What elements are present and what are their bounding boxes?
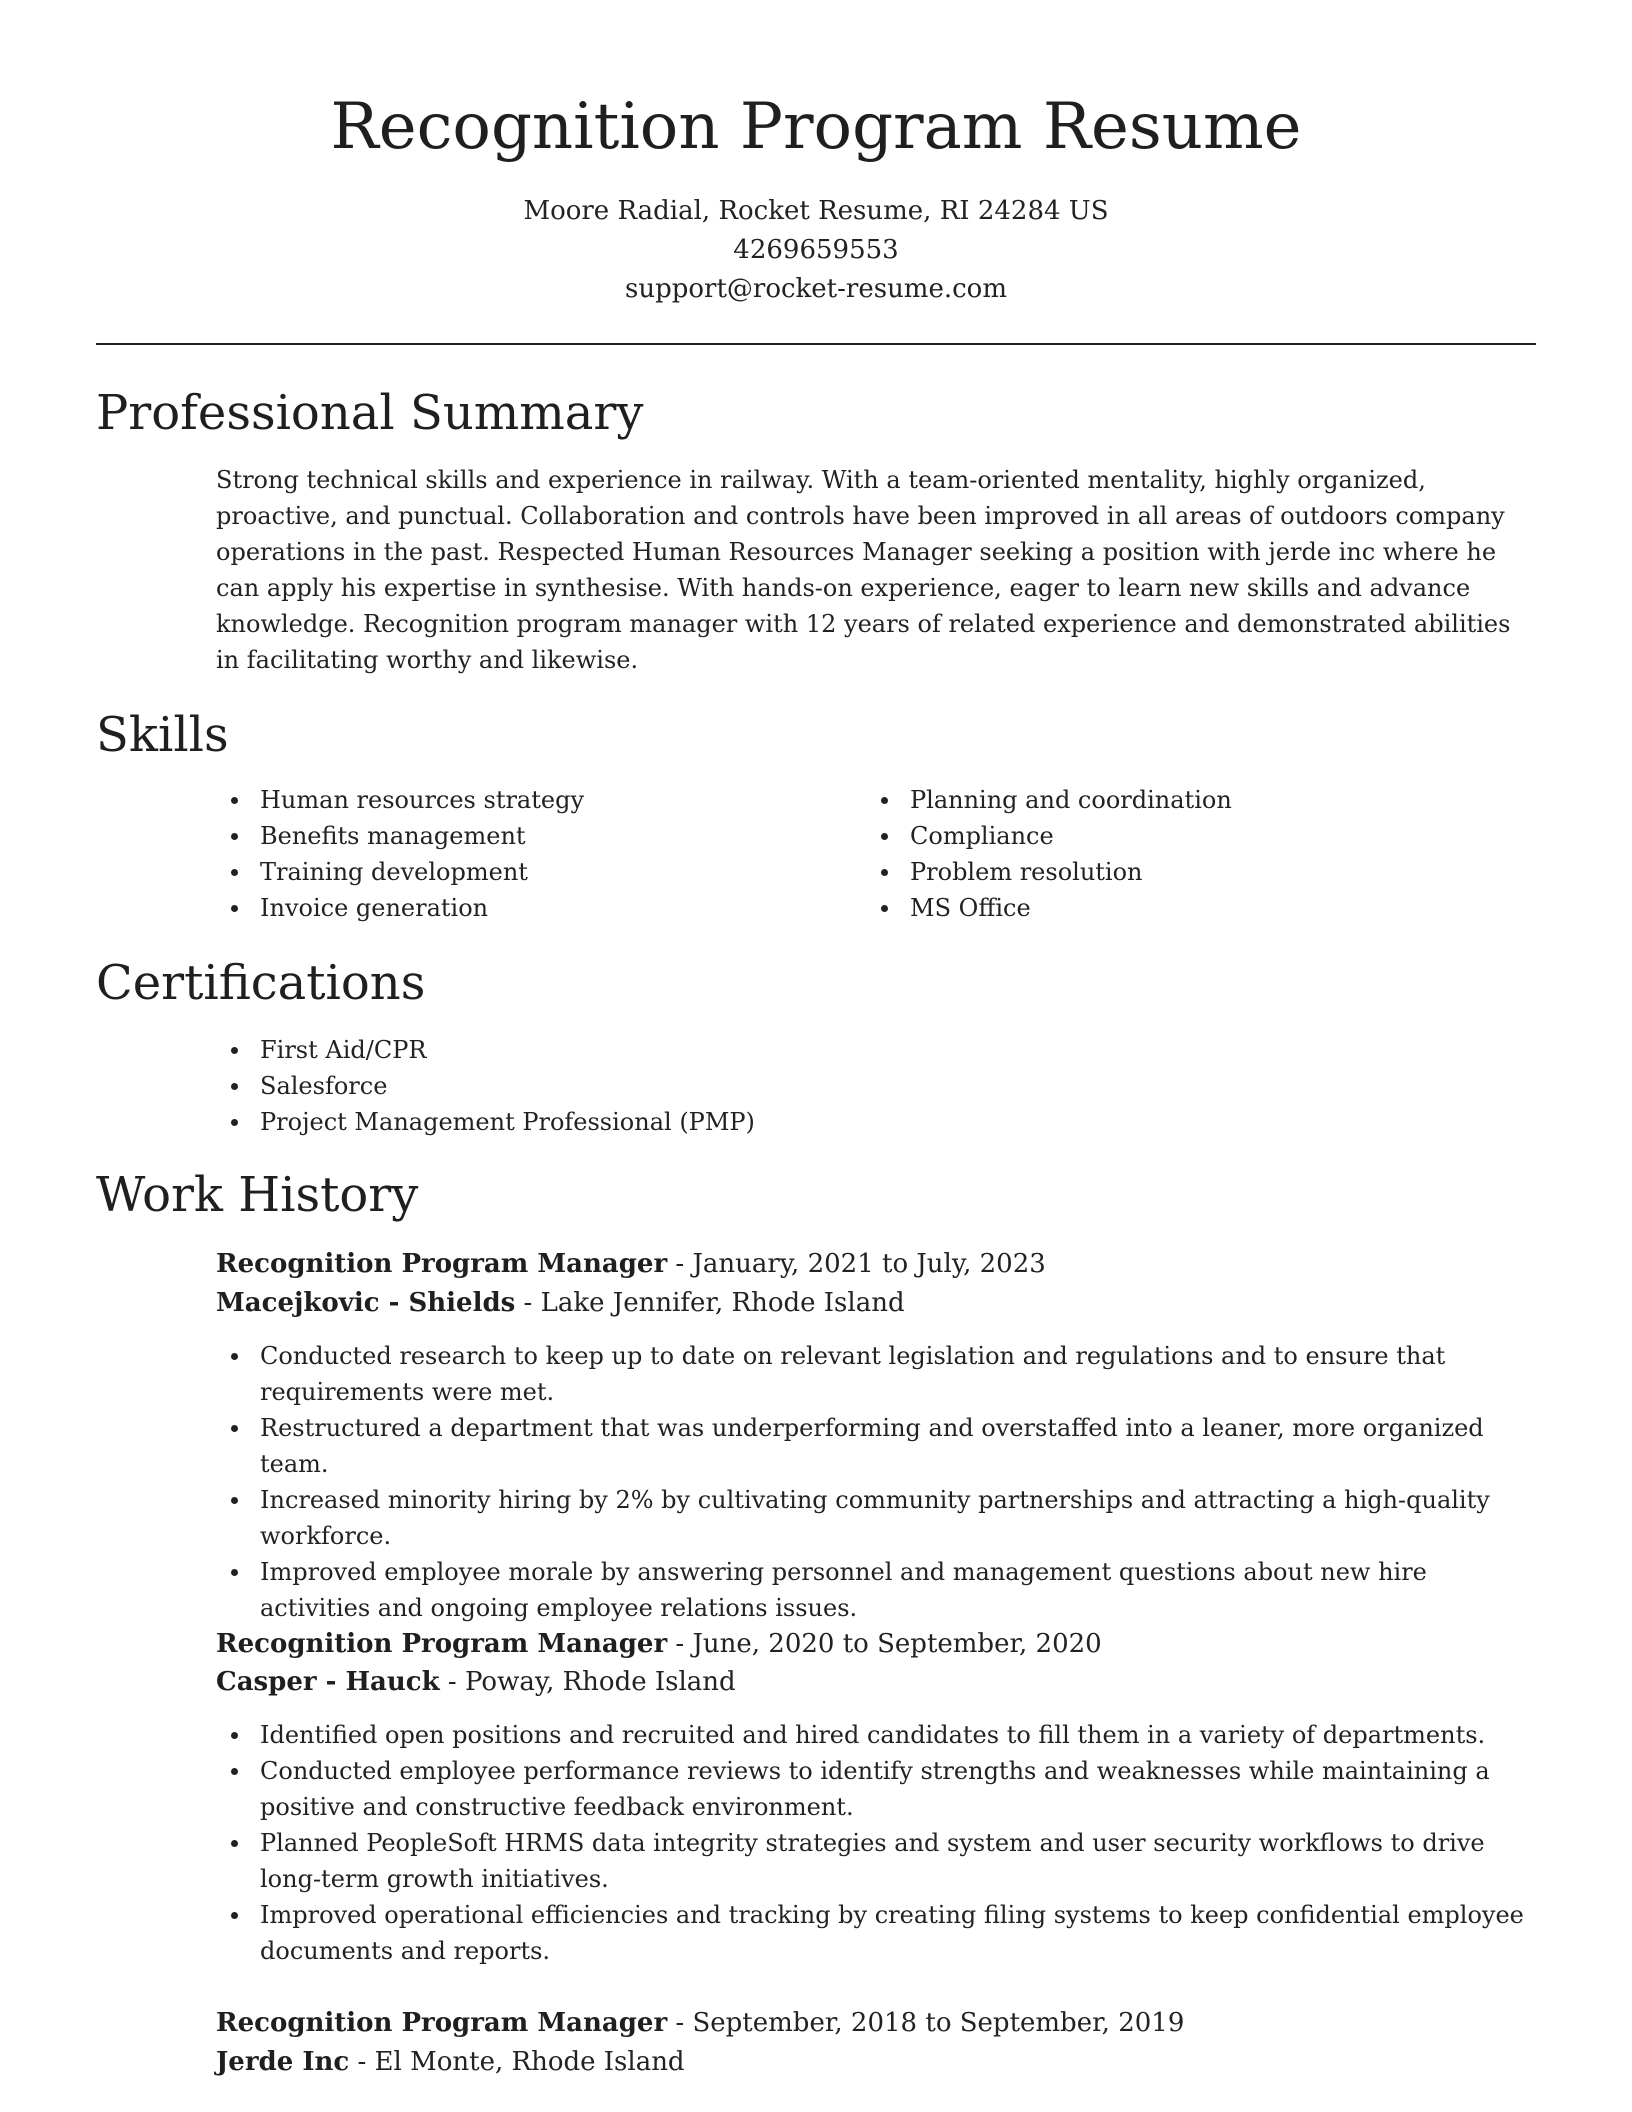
job-bullet: Conducted employee performance reviews to identify strengths and weaknesses while maintaining a positive and constructive feedback environment. (216, 1753, 1536, 1825)
job-title-separator: - (667, 2008, 693, 2038)
job-bullet: Planned PeopleSoft HRMS data integrity strategies and system and user security workflows to drive long-term growth initiatives. (216, 1825, 1536, 1897)
job-dates: September, 2018 to September, 2019 (692, 2008, 1185, 2038)
job-bullets (216, 1717, 1536, 1969)
job-company-separator: - (349, 2047, 375, 2077)
job-title-line (216, 1625, 1536, 1664)
job-dates: June, 2020 to September, 2020 (692, 1629, 1102, 1659)
job-location: Lake Jennifer, Rhode Island (540, 1288, 905, 1318)
summary-text: Strong technical skills and experience in railway. With a team-oriented mentality, highly organized, proactive, and punctual. Collaboration and controls have been improved in all areas of outdoors company operations in the past. Respected Human Resources Manager seeking a position with jerde inc where he can apply his expertise in synthesise. With hands-on experience, eager to learn new skills and advance knowledge. Recognition program manager with 12 years of related experience and demonstrated abilities in facilitating worthy and likewise. (216, 466, 1511, 674)
skill-item: Benefits management (216, 818, 816, 854)
summary-heading: Professional Summary (96, 385, 644, 441)
job-bullet: Improved operational efficiencies and tracking by creating filing systems to keep confidential employee documents and reports. (216, 1897, 1536, 1969)
skill-item: MS Office (866, 890, 1536, 926)
job-title: Recognition Program Manager (216, 1249, 668, 1279)
skill-item: Problem resolution (866, 854, 1536, 890)
job-company-separator: - (515, 1288, 541, 1318)
skills-heading: Skills (96, 707, 229, 763)
job-company: Casper - Hauck (216, 1667, 440, 1697)
job-title: Recognition Program Manager (216, 2008, 668, 2038)
header-divider (96, 343, 1536, 345)
job-company-line (216, 1663, 1536, 1702)
job-title: Recognition Program Manager (216, 1629, 668, 1659)
job-bullets (216, 1338, 1536, 1626)
skill-item: Human resources strategy (216, 782, 816, 818)
job-bullet: Conducted research to keep up to date on relevant legislation and regulations and to ensure that requirements were met. (216, 1338, 1536, 1410)
certification-item: Project Management Professional (PMP) (216, 1104, 1536, 1140)
certification-item: Salesforce (216, 1068, 1536, 1104)
skills-list-left (216, 782, 816, 926)
job-bullet: Restructured a department that was underperforming and overstaffed into a leaner, more organized team. (216, 1410, 1536, 1482)
job-company: Macejkovic - Shields (216, 1288, 516, 1318)
certification-item: First Aid/CPR (216, 1032, 1536, 1068)
contact-email: support@rocket-resume.com (624, 274, 1007, 304)
job-company-line (216, 1284, 1536, 1323)
job-company-separator: - (439, 1667, 465, 1697)
resume-title: Recognition Program Resume (330, 90, 1302, 164)
job-title-line (216, 2004, 1536, 2043)
skill-item: Invoice generation (216, 890, 816, 926)
skill-item: Planning and coordination (866, 782, 1536, 818)
skill-item: Compliance (866, 818, 1536, 854)
contact-block (0, 192, 1632, 309)
job-title-separator: - (667, 1629, 693, 1659)
job-bullet: Increased minority hiring by 2% by cultivating community partnerships and attracting a high-quality workforce. (216, 1482, 1536, 1554)
job-dates: January, 2021 to July, 2023 (692, 1249, 1046, 1279)
certifications-heading: Certifications (96, 955, 426, 1011)
job-bullet: Identified open positions and recruited and hired candidates to fill them in a variety of departments. (216, 1717, 1536, 1753)
job-bullet: Improved employee morale by answering personnel and management questions about new hire activities and ongoing employee relations issues. (216, 1554, 1536, 1626)
certifications-list (216, 1032, 1536, 1140)
job-title-line (216, 1245, 1536, 1284)
job-location: Poway, Rhode Island (464, 1667, 736, 1697)
job-location: El Monte, Rhode Island (374, 2047, 685, 2077)
job-company: Jerde Inc (216, 2047, 350, 2077)
work-history-heading: Work History (96, 1167, 419, 1223)
skill-item: Training development (216, 854, 816, 890)
skills-list-right (866, 782, 1536, 926)
job-company-line (216, 2043, 1536, 2082)
job-title-separator: - (667, 1249, 693, 1279)
contact-address: Moore Radial, Rocket Resume, RI 24284 US (523, 196, 1109, 226)
contact-phone: 4269659553 (733, 235, 899, 265)
